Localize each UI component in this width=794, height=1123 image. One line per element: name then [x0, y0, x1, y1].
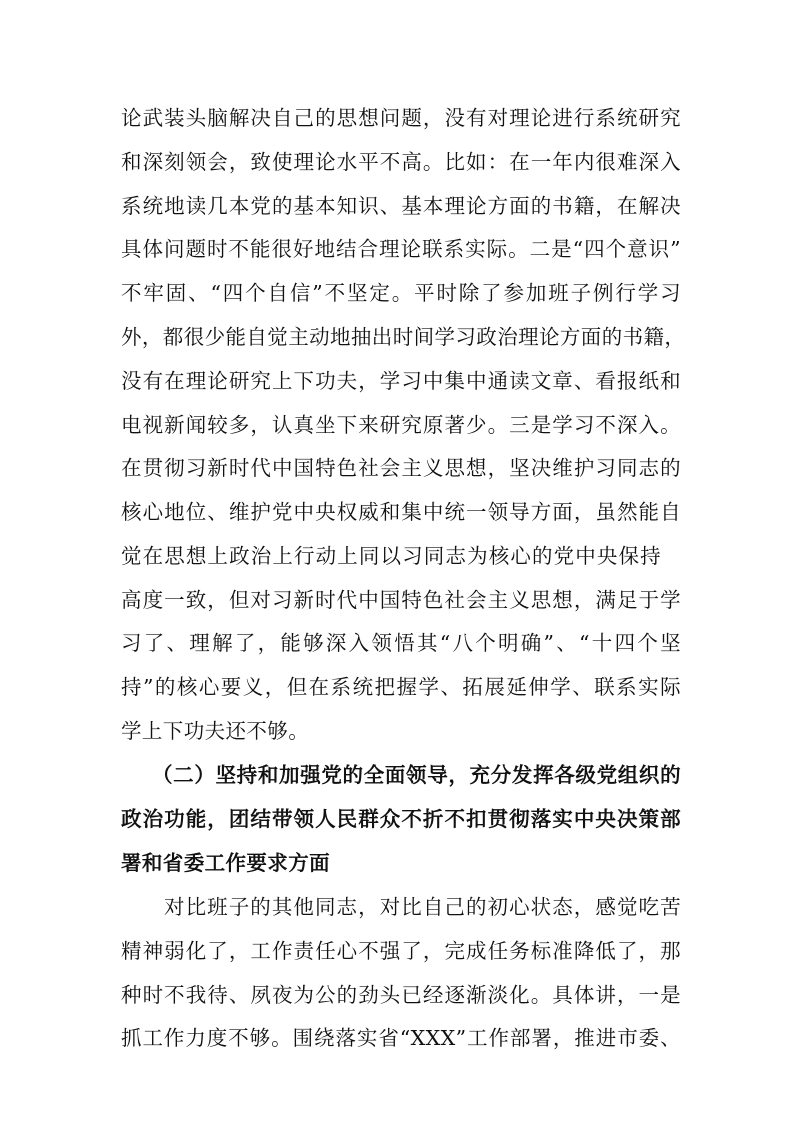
section-heading-line: 署和省委工作要求方面	[121, 851, 330, 875]
body-text-line: 习了、理解了，能够深入领悟其“八个明确”、“十四个坚	[121, 631, 681, 655]
body-text-line: 外，都很少能自觉主动地抽出时间学习政治理论方面的书籍，	[121, 325, 686, 349]
body-text-line: 高度一致，但对习新时代中国特色社会主义思想，满足于学	[121, 588, 681, 612]
section-heading-line: （二）坚持和加强党的全面领导，充分发挥各级党组织的	[152, 763, 681, 787]
body-text-line: 具体问题时不能很好地结合理论联系实际。二是“四个意识”	[121, 237, 681, 261]
body-text-line: 精神弱化了，工作责任心不强了，完成任务标准降低了，那	[121, 939, 681, 963]
body-text-line: 没有在理论研究上下功夫，学习中集中通读文章、看报纸和	[121, 369, 681, 393]
body-text-line: 系统地读几本党的基本知识、基本理论方面的书籍，在解决	[121, 194, 681, 218]
section-heading-line: 政治功能，团结带领人民群众不折不扣贯彻落实中央决策部	[121, 807, 681, 831]
body-text-line: 种时不我待、夙夜为公的劲头已经逐渐淡化。具体讲，一是	[121, 983, 681, 1007]
body-text-line: 在贯彻习新时代中国特色社会主义思想，坚决维护习同志的	[121, 456, 681, 480]
body-text-line: 和深刻领会，致使理论水平不高。比如：在一年内很难深入	[121, 150, 681, 174]
body-text-line: 觉在思想上政治上行动上同以习同志为核心的党中央保持	[121, 544, 661, 568]
body-text-line: 论武装头脑解决自己的思想问题，没有对理论进行系统研究	[121, 106, 681, 130]
body-text-line: 抓工作力度不够。围绕落实省“XXX”工作部署，推进市委、	[121, 1026, 681, 1050]
body-text-line: 不牢固、“四个自信”不坚定。平时除了参加班子例行学习	[121, 281, 681, 305]
body-text-line: 学上下功夫还不够。	[121, 719, 310, 743]
body-text-line: 电视新闻较多，认真坐下来研究原著少。三是学习不深入。	[121, 413, 681, 437]
body-text-line: 持”的核心要义，但在系统把握学、拓展延伸学、联系实际	[121, 675, 681, 699]
body-text-line: 对比班子的其他同志，对比自己的初心状态，感觉吃苦	[164, 895, 681, 919]
body-text-line: 核心地位、维护党中央权威和集中统一领导方面，虽然能自	[121, 500, 681, 524]
